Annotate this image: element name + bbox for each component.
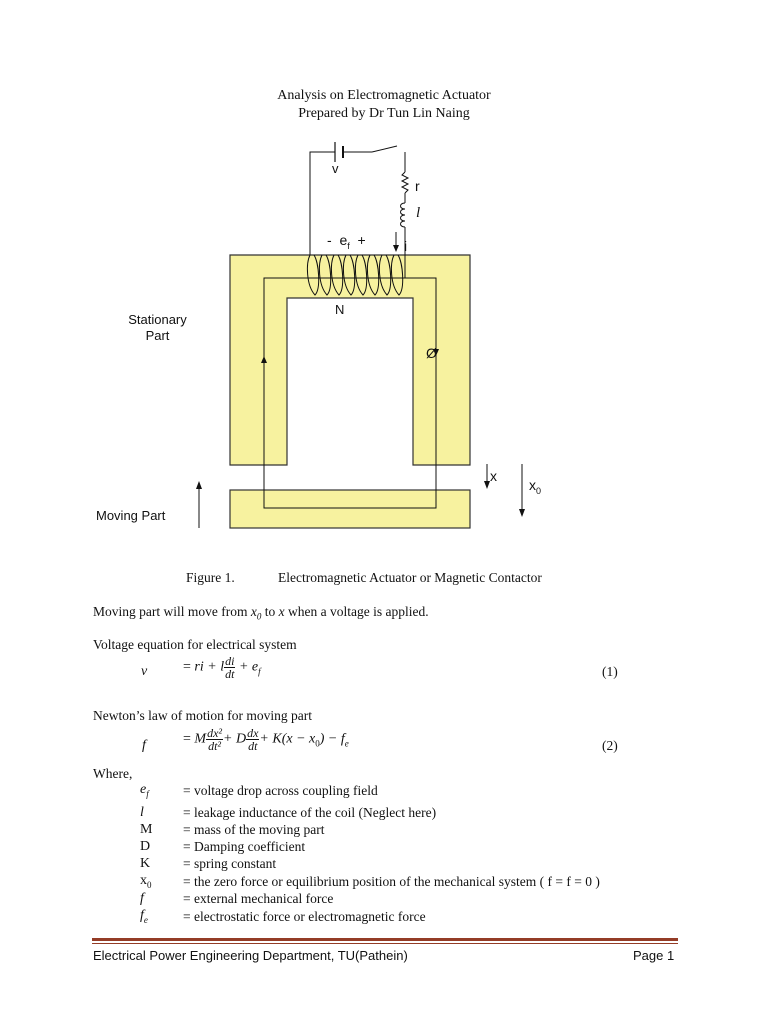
def-symbol-fe: $f_e$ xyxy=(140,908,148,925)
document-title: Analysis on Electromagnetic Actuator xyxy=(277,88,491,103)
def-text-m: = mass of the moving part xyxy=(183,822,325,837)
label-resistance: r xyxy=(415,178,420,194)
figure-caption-text: Electromagnetic Actuator or Magnetic Contactor xyxy=(278,570,542,585)
inductor xyxy=(401,203,406,227)
def-symbol-d: D xyxy=(140,839,151,854)
figure-caption-number: Figure 1. xyxy=(186,570,235,585)
flux-path xyxy=(264,278,436,508)
newton-heading: Newton’s law of motion for moving part xyxy=(93,708,312,723)
document-author: Prepared by Dr Tun Lin Naing xyxy=(298,106,470,121)
eq2-number: (2) xyxy=(602,738,618,753)
label-flux: Ø xyxy=(426,345,437,361)
label-voltage: v xyxy=(332,161,339,176)
label-moving-part: Moving Part xyxy=(96,508,166,523)
where-label: Where, xyxy=(93,766,133,781)
def-symbol-m: M xyxy=(140,822,153,837)
eq1-number: (1) xyxy=(602,664,618,679)
def-symbol-ef: $e_f$ xyxy=(140,782,149,799)
label-stationary-part: Stationary Part xyxy=(128,312,187,343)
moving-core xyxy=(230,490,470,528)
equation-1: = ri + l $\frac{di}{dt}$ + $e_f$ xyxy=(183,654,261,681)
def-symbol-l: l xyxy=(140,805,144,820)
def-text-l: = leakage inductance of the coil (Neglect here) xyxy=(183,805,437,820)
def-text-x0: = the zero force or equilibrium position of the mechanical system ( f = f = 0 ) xyxy=(183,874,600,889)
resistor xyxy=(402,172,408,193)
intro-sentence: Moving part will move from $x_0$ to x when a voltage is applied. xyxy=(93,604,429,622)
equation-2: = M $\frac{\text{dx²}}{\text{dt²}}$ + D $\frac{dx}{dt}$ + $K(x - x_0) - f_e$ xyxy=(183,726,349,753)
def-symbol-x0: $x_0$ xyxy=(140,873,152,890)
def-text-d: = Damping coefficient xyxy=(183,839,306,854)
label-turns: N xyxy=(335,302,345,317)
label-current: i xyxy=(404,238,408,254)
label-x0: $x_0$ xyxy=(529,477,542,496)
def-text-f: = external mechanical force xyxy=(183,891,334,906)
actuator-figure xyxy=(0,135,768,555)
label-x: x xyxy=(490,468,497,484)
eq1-lhs: v xyxy=(141,664,148,679)
footer-rule-thin xyxy=(92,943,678,944)
def-text-fe: = electrostatic force or electromagnetic force xyxy=(183,909,426,924)
footer-rule xyxy=(92,938,678,941)
def-text-ef: = voltage drop across coupling field xyxy=(183,783,378,798)
def-symbol-k: K xyxy=(140,856,151,871)
voltage-heading: Voltage equation for electrical system xyxy=(93,637,297,652)
footer-department: Electrical Power Engineering Department, TU(Pathein) xyxy=(93,948,408,963)
def-text-k: = spring constant xyxy=(183,856,277,871)
footer-page-number: Page 1 xyxy=(633,948,675,963)
label-inductance: l xyxy=(416,205,421,221)
label-emf: - $e_f$ + xyxy=(327,232,366,251)
eq2-lhs: f xyxy=(142,738,146,753)
def-symbol-f: f xyxy=(140,891,144,906)
